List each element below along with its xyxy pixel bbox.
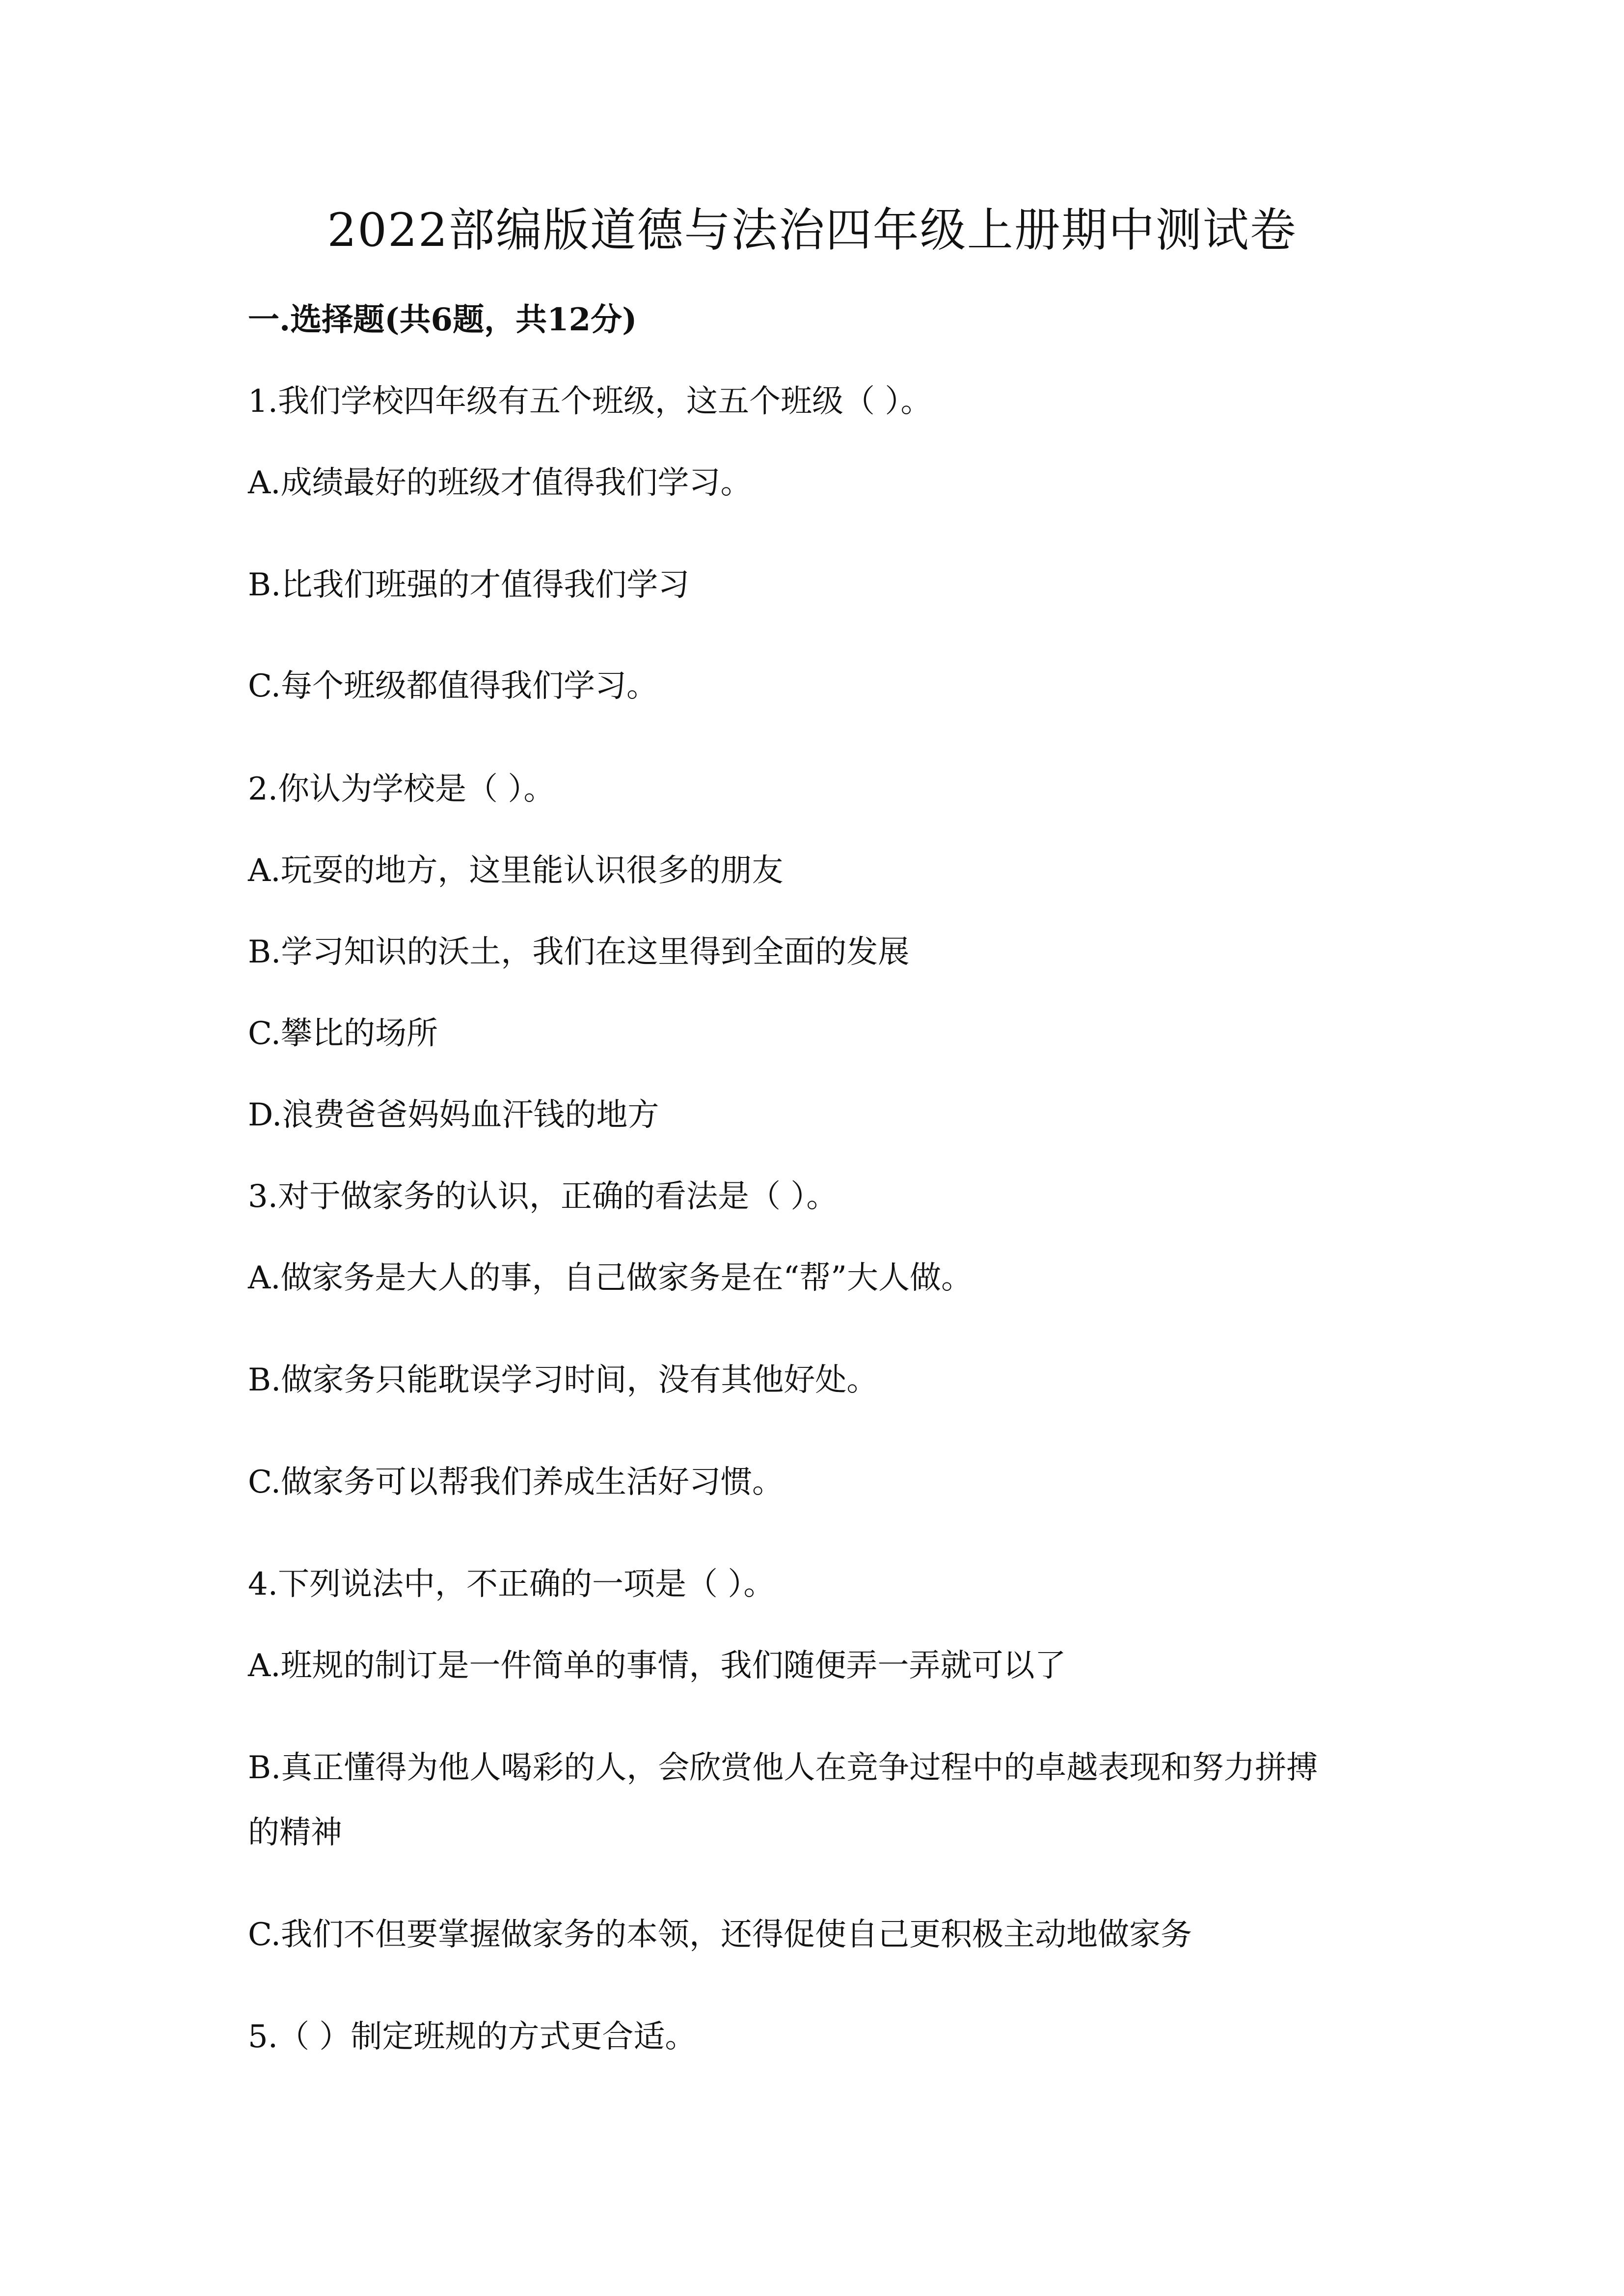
option-2d: D.浪费爸爸妈妈血汗钱的地方	[248, 1097, 659, 1133]
option-4b: B.真正懂得为他人喝彩的人，会欣赏他人在竞争过程中的卓越表现和努力拼搏	[248, 1750, 1318, 1786]
page-title: 2022部编版道德与法治四年级上册期中测试卷	[327, 204, 1297, 257]
option-3b: B.做家务只能耽误学习时间，没有其他好处。	[248, 1362, 878, 1398]
question-3: 3.对于做家务的认识，正确的看法是（ ）。	[248, 1178, 838, 1215]
option-2b: B.学习知识的沃土，我们在这里得到全面的发展	[248, 934, 910, 970]
question-5: 5.（ ）制定班规的方式更合适。	[248, 2019, 697, 2055]
question-1: 1.我们学校四年级有五个班级，这五个班级（ ）。	[248, 383, 932, 420]
option-4a: A.班规的制订是一件简单的事情，我们随便弄一弄就可以了	[248, 1648, 1066, 1684]
question-4: 4.下列说法中，不正确的一项是（ ）。	[248, 1566, 775, 1602]
option-2a: A.玩耍的地方，这里能认识很多的朋友	[248, 853, 784, 889]
option-3a: A.做家务是大人的事，自己做家务是在“帮”大人做。	[248, 1260, 973, 1296]
option-3c: C.做家务可以帮我们养成生活好习惯。	[248, 1464, 784, 1500]
option-1c: C.每个班级都值得我们学习。	[248, 668, 658, 704]
option-2c: C.攀比的场所	[248, 1015, 438, 1052]
question-2: 2.你认为学校是（ ）。	[248, 771, 555, 807]
option-4c: C.我们不但要掌握做家务的本领，还得促使自己更积极主动地做家务	[248, 1917, 1192, 1953]
section-heading: 一.选择题(共6题，共12分)	[248, 301, 637, 338]
option-1b: B.比我们班强的才值得我们学习	[248, 567, 690, 603]
option-1a: A.成绩最好的班级才值得我们学习。	[248, 465, 752, 501]
option-4b-continued: 的精神	[248, 1815, 342, 1851]
